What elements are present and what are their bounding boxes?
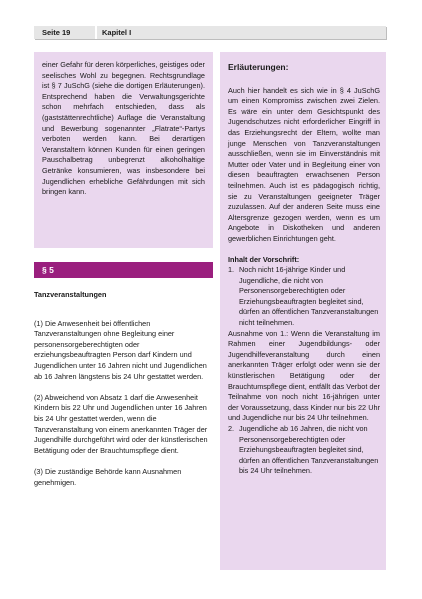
explanations-heading: Erläuterungen:	[228, 62, 289, 72]
continued-commentary-box	[34, 52, 213, 248]
law-paragraph-1: (1) Die Anwesenheit bei öffentlichen Tanzveranstaltungen ohne Begleitung einer personensorgeberechtigten oder erziehungsbeauftragten Person darf Kindern und Jugendlichen unter 16 Jahren nicht und Jugendlichen ab 16 Jahren längstens bis 24 Uhr gestattet werden.	[34, 318, 207, 381]
list-item	[228, 265, 380, 329]
law-text	[34, 290, 211, 499]
section-title: Tanzveranstaltungen	[34, 290, 107, 299]
list-number: 2.	[228, 424, 235, 433]
law-paragraph-2: (2) Abweichend von Absatz 1 darf die Anwesenheit Kindern bis 22 Uhr und Jugendlichen unter 16 Jahren bis 24 Uhr gestattet werden, wenn die Tanzveranstaltung von einem anerkannten Träger der Jugendhilfe durchgeführt wird oder der künstlerischen Betätigung oder der Brauchtumspflege dient.	[34, 392, 208, 455]
law-paragraph-3: (3) Die zuständige Behörde kann Ausnahmen genehmigen.	[34, 466, 182, 487]
page-number: Seite 19	[42, 28, 71, 37]
content-list	[228, 424, 380, 477]
list-number: 1.	[228, 265, 235, 275]
header-divider	[95, 26, 97, 39]
list-text: Jugendliche ab 16 Jahren, die nicht von Personensorgeberechtigten oder Erziehungsbeauftragten begleitet sind, dürfen an öffentlichen Tanzveranstaltungen bis 24 Uhr teilnehmen.	[239, 424, 379, 476]
explanations-intro: Auch hier handelt es sich wie in § 4 JuSchG um einen Kompromiss zwischen zwei Zielen. Es wäre ein unter dem Gesichtspunkt des Jugendschutzes nicht erforderlicher Eingriff in das Erziehungsrecht der Eltern, wollte man junge Menschen von Tanzveranstaltungen ausschließen, wenn sie im Einverständnis mit Mutter oder Vater und in Begleitung einer von diesen beauftragten erwachsenen Person teilnehmen. Auch ist es pädagogisch richtig, sie zu Veranstaltungen geeigneter Träger zuzulassen. Auf der anderen Seite muss eine Altersgrenze gezogen werden, wenn es um Angebote in Diskotheken und anderen gewerblichen Einrichtungen geht.	[228, 85, 380, 243]
content-list	[228, 265, 380, 329]
page-header	[34, 26, 386, 39]
chapter-label: Kapitel I	[102, 28, 132, 37]
list-item	[228, 424, 380, 477]
section-number: § 5	[42, 265, 54, 275]
explanations-box	[220, 52, 386, 570]
content-subheading: Inhalt der Vorschrift:	[228, 254, 300, 264]
exception-paragraph: Ausnahme von 1.: Wenn die Veranstaltung im Rahmen einer Jugendbildungs- oder Jugendhilfeveranstaltung durch einen anerkannten Träger erfolgt oder wenn sie der künstlerischen Betätigung oder der Brauchtumspflege dient, entfällt das Verbot der Teilnahme von noch nicht 16-jährigen unter der Voraussetzung, dass Kinder nur bis 22 Uhr und Jugendliche nur bis 24 Uhr teilnehmen.	[228, 328, 380, 423]
list-text: Noch nicht 16-jährige Kinder und Jugendliche, die nicht von Personensorgeberechtigten oder Erziehungsbeauftragten begleitet sind, dürfen an öffentlichen Tanzveranstaltungen nicht teilnehmen.	[239, 265, 379, 328]
section-label-bar	[34, 262, 213, 278]
commentary-paragraph: einer Gefahr für deren körperliches, geistiges oder seelisches Wohl zu begegnen. Rechtsgrundlage ist § 7 JuSchG (siehe die dortigen Erläuterungen). Entsprechend haben die Verwaltungsgerichte schon mehrfach entschieden, dass als (gaststättenrechtliche) Auflage die Veranstaltung und Bewerbung sogenannter „Flatrate“-Partys verboten werden kann. Bei derartigen Veranstaltern können Kunden für einen geringen Pauschalbetrag unbegrenzt alkoholhaltige Getränke konsumieren, was insbesondere bei Jugendlichen erhebliche Gefährdungen mit sich bringen kann.	[42, 60, 205, 197]
